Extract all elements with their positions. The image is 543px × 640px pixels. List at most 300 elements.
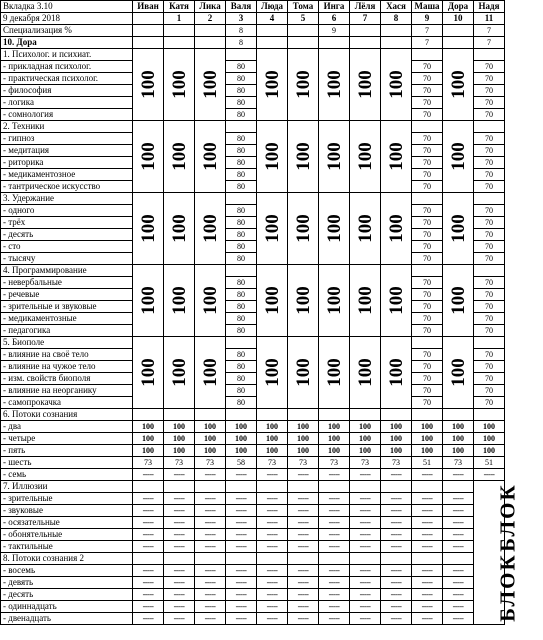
stream-value: 100 (288, 445, 319, 457)
big-value: 100 (323, 142, 345, 171)
dash-value: ----- (412, 589, 443, 601)
row-label: - десять (1, 229, 133, 241)
dash-value: ----- (319, 517, 350, 529)
dash-value: ----- (381, 601, 412, 613)
dash-value: ----- (350, 613, 381, 625)
row-label: - зрительные и звуковые (1, 301, 133, 313)
big-value: 100 (168, 142, 190, 171)
dora-value (133, 37, 164, 49)
spec-value: 7 (412, 25, 443, 37)
dash-value: ----- (257, 613, 288, 625)
column-number (133, 13, 164, 25)
dash-value: ----- (319, 613, 350, 625)
empty-cell (443, 409, 474, 421)
big-value-cell (133, 121, 164, 193)
dash-value: ----- (319, 565, 350, 577)
masha-value: 70 (412, 181, 443, 193)
dash-value: ----- (164, 601, 195, 613)
big-value: 100 (292, 214, 314, 243)
dash-value: ----- (288, 541, 319, 553)
big-value-cell (381, 121, 412, 193)
empty-cell (381, 409, 412, 421)
stream-value: 73 (381, 457, 412, 469)
vala-value: 80 (226, 373, 257, 385)
vala-value: 80 (226, 301, 257, 313)
vala-value: 80 (226, 397, 257, 409)
dash-value: ----- (133, 601, 164, 613)
table-row (1, 61, 505, 73)
stream-value: 100 (133, 421, 164, 433)
big-value: 100 (323, 70, 345, 99)
row-label: - практическая психолог. (1, 73, 133, 85)
dash-value: ----- (288, 577, 319, 589)
masha-value: 70 (412, 169, 443, 181)
masha-value: 70 (412, 277, 443, 289)
table-row (1, 73, 505, 85)
row-label: - сто (1, 241, 133, 253)
nadya-value: 70 (474, 73, 505, 85)
dash-value: ----- (381, 589, 412, 601)
nadya-value: 70 (474, 277, 505, 289)
empty-cell (133, 481, 164, 493)
nadya-value: 70 (474, 109, 505, 121)
dash-value: ----- (319, 493, 350, 505)
big-value: 100 (385, 142, 407, 171)
table-row (1, 457, 505, 469)
number-row (1, 13, 505, 25)
dora-value (288, 37, 319, 49)
masha-value: 70 (412, 301, 443, 313)
masha-value: 70 (412, 61, 443, 73)
stream-value: 100 (350, 421, 381, 433)
stream-value: 73 (195, 457, 226, 469)
vala-value: 80 (226, 61, 257, 73)
row-label: - речевые (1, 289, 133, 301)
empty-cell (474, 409, 505, 421)
section-title-row (1, 337, 505, 349)
dash-value: ----- (257, 541, 288, 553)
stream-value: 100 (164, 433, 195, 445)
dash-value: ----- (319, 589, 350, 601)
table-row (1, 517, 505, 529)
column-name: Инга (319, 1, 350, 13)
table-row (1, 157, 505, 169)
big-value: 100 (199, 214, 221, 243)
vala-value: 80 (226, 157, 257, 169)
section-title-row (1, 265, 505, 277)
empty-cell (133, 553, 164, 565)
table-row (1, 373, 505, 385)
dora-value: 8 (226, 37, 257, 49)
big-value-cell (319, 49, 350, 121)
stream-value: 100 (474, 445, 505, 457)
big-value-cell (350, 49, 381, 121)
empty-cell (164, 553, 195, 565)
empty-cell (133, 409, 164, 421)
table-row (1, 313, 505, 325)
section-title-row (1, 49, 505, 61)
big-value-cell (164, 265, 195, 337)
row-label: - пять (1, 445, 133, 457)
big-value: 100 (292, 286, 314, 315)
nadya-value: 70 (474, 169, 505, 181)
dash-value: ----- (133, 541, 164, 553)
dash-value: ----- (195, 613, 226, 625)
dash-value: ----- (195, 505, 226, 517)
empty-cell (412, 553, 443, 565)
masha-value: 70 (412, 217, 443, 229)
vala-value: 80 (226, 73, 257, 85)
column-name: Лика (195, 1, 226, 13)
empty-cell (443, 481, 474, 493)
vala-value: 80 (226, 277, 257, 289)
column-number: 5 (288, 13, 319, 25)
big-value: 100 (199, 70, 221, 99)
row-label: - влияние на своё тело (1, 349, 133, 361)
dash-value: ----- (226, 613, 257, 625)
empty-cell (443, 553, 474, 565)
vala-value: 80 (226, 145, 257, 157)
empty-cell (474, 49, 505, 61)
dash-value: ----- (412, 517, 443, 529)
nadya-value: 70 (474, 145, 505, 157)
spec-value (195, 25, 226, 37)
dash-value: ----- (443, 577, 474, 589)
table-row (1, 433, 505, 445)
dash-value: ----- (288, 613, 319, 625)
dash-value: ----- (443, 529, 474, 541)
nadya-value: 70 (474, 85, 505, 97)
blok-label: БЛОК (495, 483, 520, 553)
stream-value: 100 (443, 421, 474, 433)
column-name: Люда (257, 1, 288, 13)
table-row (1, 109, 505, 121)
row-label: - два (1, 421, 133, 433)
nadya-value: 70 (474, 397, 505, 409)
dash-value: ----- (350, 505, 381, 517)
dash-value: ----- (226, 601, 257, 613)
dash-value: ----- (381, 565, 412, 577)
big-value-cell (350, 265, 381, 337)
dash-value: ----- (133, 505, 164, 517)
nadya-value: 70 (474, 289, 505, 301)
section-title: 3. Удержание (1, 193, 133, 205)
masha-value: 70 (412, 313, 443, 325)
stream-value: 100 (257, 433, 288, 445)
section-title-row (1, 409, 505, 421)
empty-cell (412, 193, 443, 205)
stream-value: 100 (474, 433, 505, 445)
stream-value: 73 (319, 457, 350, 469)
big-value: 100 (168, 358, 190, 387)
row-label: - риторика (1, 157, 133, 169)
stream-value: 100 (226, 421, 257, 433)
blok-label: БЛОК (495, 552, 520, 622)
dash-value: ----- (257, 505, 288, 517)
row-label: - тактильные (1, 541, 133, 553)
dash-value: ----- (412, 493, 443, 505)
dash-value: ----- (381, 577, 412, 589)
nadya-value: 70 (474, 361, 505, 373)
stream-value: 51 (474, 457, 505, 469)
big-value: 100 (168, 70, 190, 99)
nadya-value: 70 (474, 61, 505, 73)
big-value: 100 (261, 142, 283, 171)
empty-cell (319, 553, 350, 565)
dash-value: ----- (319, 529, 350, 541)
dash-value: ----- (133, 589, 164, 601)
dora-value (164, 37, 195, 49)
nadya-value: 70 (474, 205, 505, 217)
column-name: Тома (288, 1, 319, 13)
table-row (1, 229, 505, 241)
stream-value: 100 (195, 433, 226, 445)
empty-cell (226, 121, 257, 133)
masha-value: 70 (412, 157, 443, 169)
big-value-cell (133, 265, 164, 337)
dash-value: ----- (226, 577, 257, 589)
empty-cell (288, 553, 319, 565)
table-row (1, 565, 505, 577)
masha-value: 70 (412, 397, 443, 409)
stream-value: ----- (443, 469, 474, 481)
masha-value: 70 (412, 385, 443, 397)
table-row (1, 529, 505, 541)
big-value-cell (319, 337, 350, 409)
dash-value: ----- (133, 565, 164, 577)
big-value: 100 (292, 70, 314, 99)
vala-value: 80 (226, 241, 257, 253)
dash-value: ----- (350, 601, 381, 613)
vala-value: 80 (226, 385, 257, 397)
table-row (1, 277, 505, 289)
row-label: - тантрическое искусство (1, 181, 133, 193)
big-value: 100 (137, 286, 159, 315)
row-label: - педагогика (1, 325, 133, 337)
dash-value: ----- (319, 601, 350, 613)
spec-value: 9 (319, 25, 350, 37)
empty-cell (319, 409, 350, 421)
table-row (1, 421, 505, 433)
dash-value: ----- (288, 517, 319, 529)
table-row (1, 253, 505, 265)
empty-cell (474, 121, 505, 133)
spec-value (443, 25, 474, 37)
big-value-cell (257, 49, 288, 121)
vala-value: 80 (226, 109, 257, 121)
dash-value: ----- (226, 541, 257, 553)
empty-cell (350, 481, 381, 493)
nadya-value: 70 (474, 385, 505, 397)
big-value-cell (195, 49, 226, 121)
dash-value: ----- (226, 565, 257, 577)
stream-value: 100 (412, 421, 443, 433)
big-value-cell (195, 121, 226, 193)
table-row (1, 85, 505, 97)
masha-value: 70 (412, 85, 443, 97)
section-title: 4. Программирование (1, 265, 133, 277)
stream-value: ----- (164, 469, 195, 481)
spec-value (257, 25, 288, 37)
table-row (1, 541, 505, 553)
dash-value: ----- (350, 493, 381, 505)
masha-value: 70 (412, 133, 443, 145)
stream-value: 100 (319, 421, 350, 433)
dash-value: ----- (319, 541, 350, 553)
dash-value: ----- (133, 613, 164, 625)
row-label: - семь (1, 469, 133, 481)
dora-label: 10. Дора (1, 37, 133, 49)
section-title: 5. Биополе (1, 337, 133, 349)
big-value-cell (350, 193, 381, 265)
big-value: 100 (137, 358, 159, 387)
big-value: 100 (447, 286, 469, 315)
table-row (1, 361, 505, 373)
empty-cell (226, 49, 257, 61)
stream-value: 73 (257, 457, 288, 469)
dora-value (195, 37, 226, 49)
dash-value: ----- (412, 577, 443, 589)
row-label: - невербальные (1, 277, 133, 289)
big-value: 100 (261, 70, 283, 99)
nadya-value: 70 (474, 133, 505, 145)
stream-value: 100 (133, 445, 164, 457)
big-value: 100 (385, 70, 407, 99)
row-label: - медитация (1, 145, 133, 157)
dora-row (1, 37, 505, 49)
spec-value: 8 (226, 25, 257, 37)
nadya-value: 70 (474, 229, 505, 241)
table-row (1, 493, 505, 505)
empty-cell (412, 265, 443, 277)
nadya-value: 70 (474, 241, 505, 253)
empty-cell (257, 409, 288, 421)
column-number: 10 (443, 13, 474, 25)
vala-value: 80 (226, 229, 257, 241)
stream-value: ----- (195, 469, 226, 481)
table-row (1, 181, 505, 193)
nadya-value: 70 (474, 97, 505, 109)
table-row (1, 589, 505, 601)
dash-value: ----- (257, 517, 288, 529)
nadya-value: 70 (474, 301, 505, 313)
table-row (1, 241, 505, 253)
big-value: 100 (354, 358, 376, 387)
date-label: 9 декабря 2018 (1, 13, 133, 25)
empty-cell (226, 265, 257, 277)
column-name: Хася (381, 1, 412, 13)
stream-value: 58 (226, 457, 257, 469)
dash-value: ----- (164, 529, 195, 541)
row-label: - шесть (1, 457, 133, 469)
stream-value: ----- (381, 469, 412, 481)
big-value: 100 (261, 286, 283, 315)
dash-value: ----- (195, 577, 226, 589)
dash-value: ----- (195, 529, 226, 541)
empty-cell (226, 553, 257, 565)
empty-cell (195, 409, 226, 421)
column-number: 2 (195, 13, 226, 25)
big-value-cell (350, 337, 381, 409)
dash-value: ----- (195, 589, 226, 601)
stream-value: 100 (412, 445, 443, 457)
row-label: - логика (1, 97, 133, 109)
dash-value: ----- (257, 529, 288, 541)
dash-value: ----- (226, 505, 257, 517)
table-row (1, 505, 505, 517)
table-row (1, 217, 505, 229)
vala-value: 80 (226, 289, 257, 301)
big-value-cell (381, 265, 412, 337)
table-row (1, 301, 505, 313)
dash-value: ----- (350, 541, 381, 553)
dash-value: ----- (164, 577, 195, 589)
big-value-cell (288, 49, 319, 121)
column-number: 1 (164, 13, 195, 25)
row-label: - одиннадцать (1, 601, 133, 613)
big-value: 100 (354, 286, 376, 315)
big-value: 100 (137, 214, 159, 243)
dash-value: ----- (350, 577, 381, 589)
table-row (1, 289, 505, 301)
row-label: - гипноз (1, 133, 133, 145)
big-value-cell (288, 265, 319, 337)
dash-value: ----- (381, 613, 412, 625)
column-name: Надя (474, 1, 505, 13)
table-row (1, 469, 505, 481)
table-row (1, 205, 505, 217)
row-label: - четыре (1, 433, 133, 445)
dash-value: ----- (195, 517, 226, 529)
dash-value: ----- (288, 505, 319, 517)
dash-value: ----- (350, 529, 381, 541)
table-row (1, 133, 505, 145)
table-row (1, 397, 505, 409)
column-name: Иван (133, 1, 164, 13)
big-value: 100 (137, 142, 159, 171)
vala-value: 80 (226, 313, 257, 325)
vala-value: 80 (226, 325, 257, 337)
big-value-cell (133, 337, 164, 409)
stream-value: 73 (288, 457, 319, 469)
big-value-cell (288, 193, 319, 265)
dash-value: ----- (443, 505, 474, 517)
stream-value: ----- (319, 469, 350, 481)
big-value-cell (381, 193, 412, 265)
dash-value: ----- (195, 565, 226, 577)
vala-value: 80 (226, 181, 257, 193)
dash-value: ----- (443, 541, 474, 553)
column-number: 11 (474, 13, 505, 25)
empty-cell (226, 337, 257, 349)
dash-value: ----- (350, 589, 381, 601)
big-value-cell (381, 337, 412, 409)
column-name: Катя (164, 1, 195, 13)
big-value: 100 (199, 358, 221, 387)
empty-cell (412, 481, 443, 493)
vala-value: 80 (226, 253, 257, 265)
dash-value: ----- (133, 493, 164, 505)
row-label: - медикаментозные (1, 313, 133, 325)
spec-value (164, 25, 195, 37)
empty-cell (474, 193, 505, 205)
big-value: 100 (292, 142, 314, 171)
stream-value: 100 (381, 433, 412, 445)
empty-cell (226, 481, 257, 493)
row-label: - изм. свойств биополя (1, 373, 133, 385)
big-value-cell (164, 49, 195, 121)
dash-value: ----- (381, 541, 412, 553)
